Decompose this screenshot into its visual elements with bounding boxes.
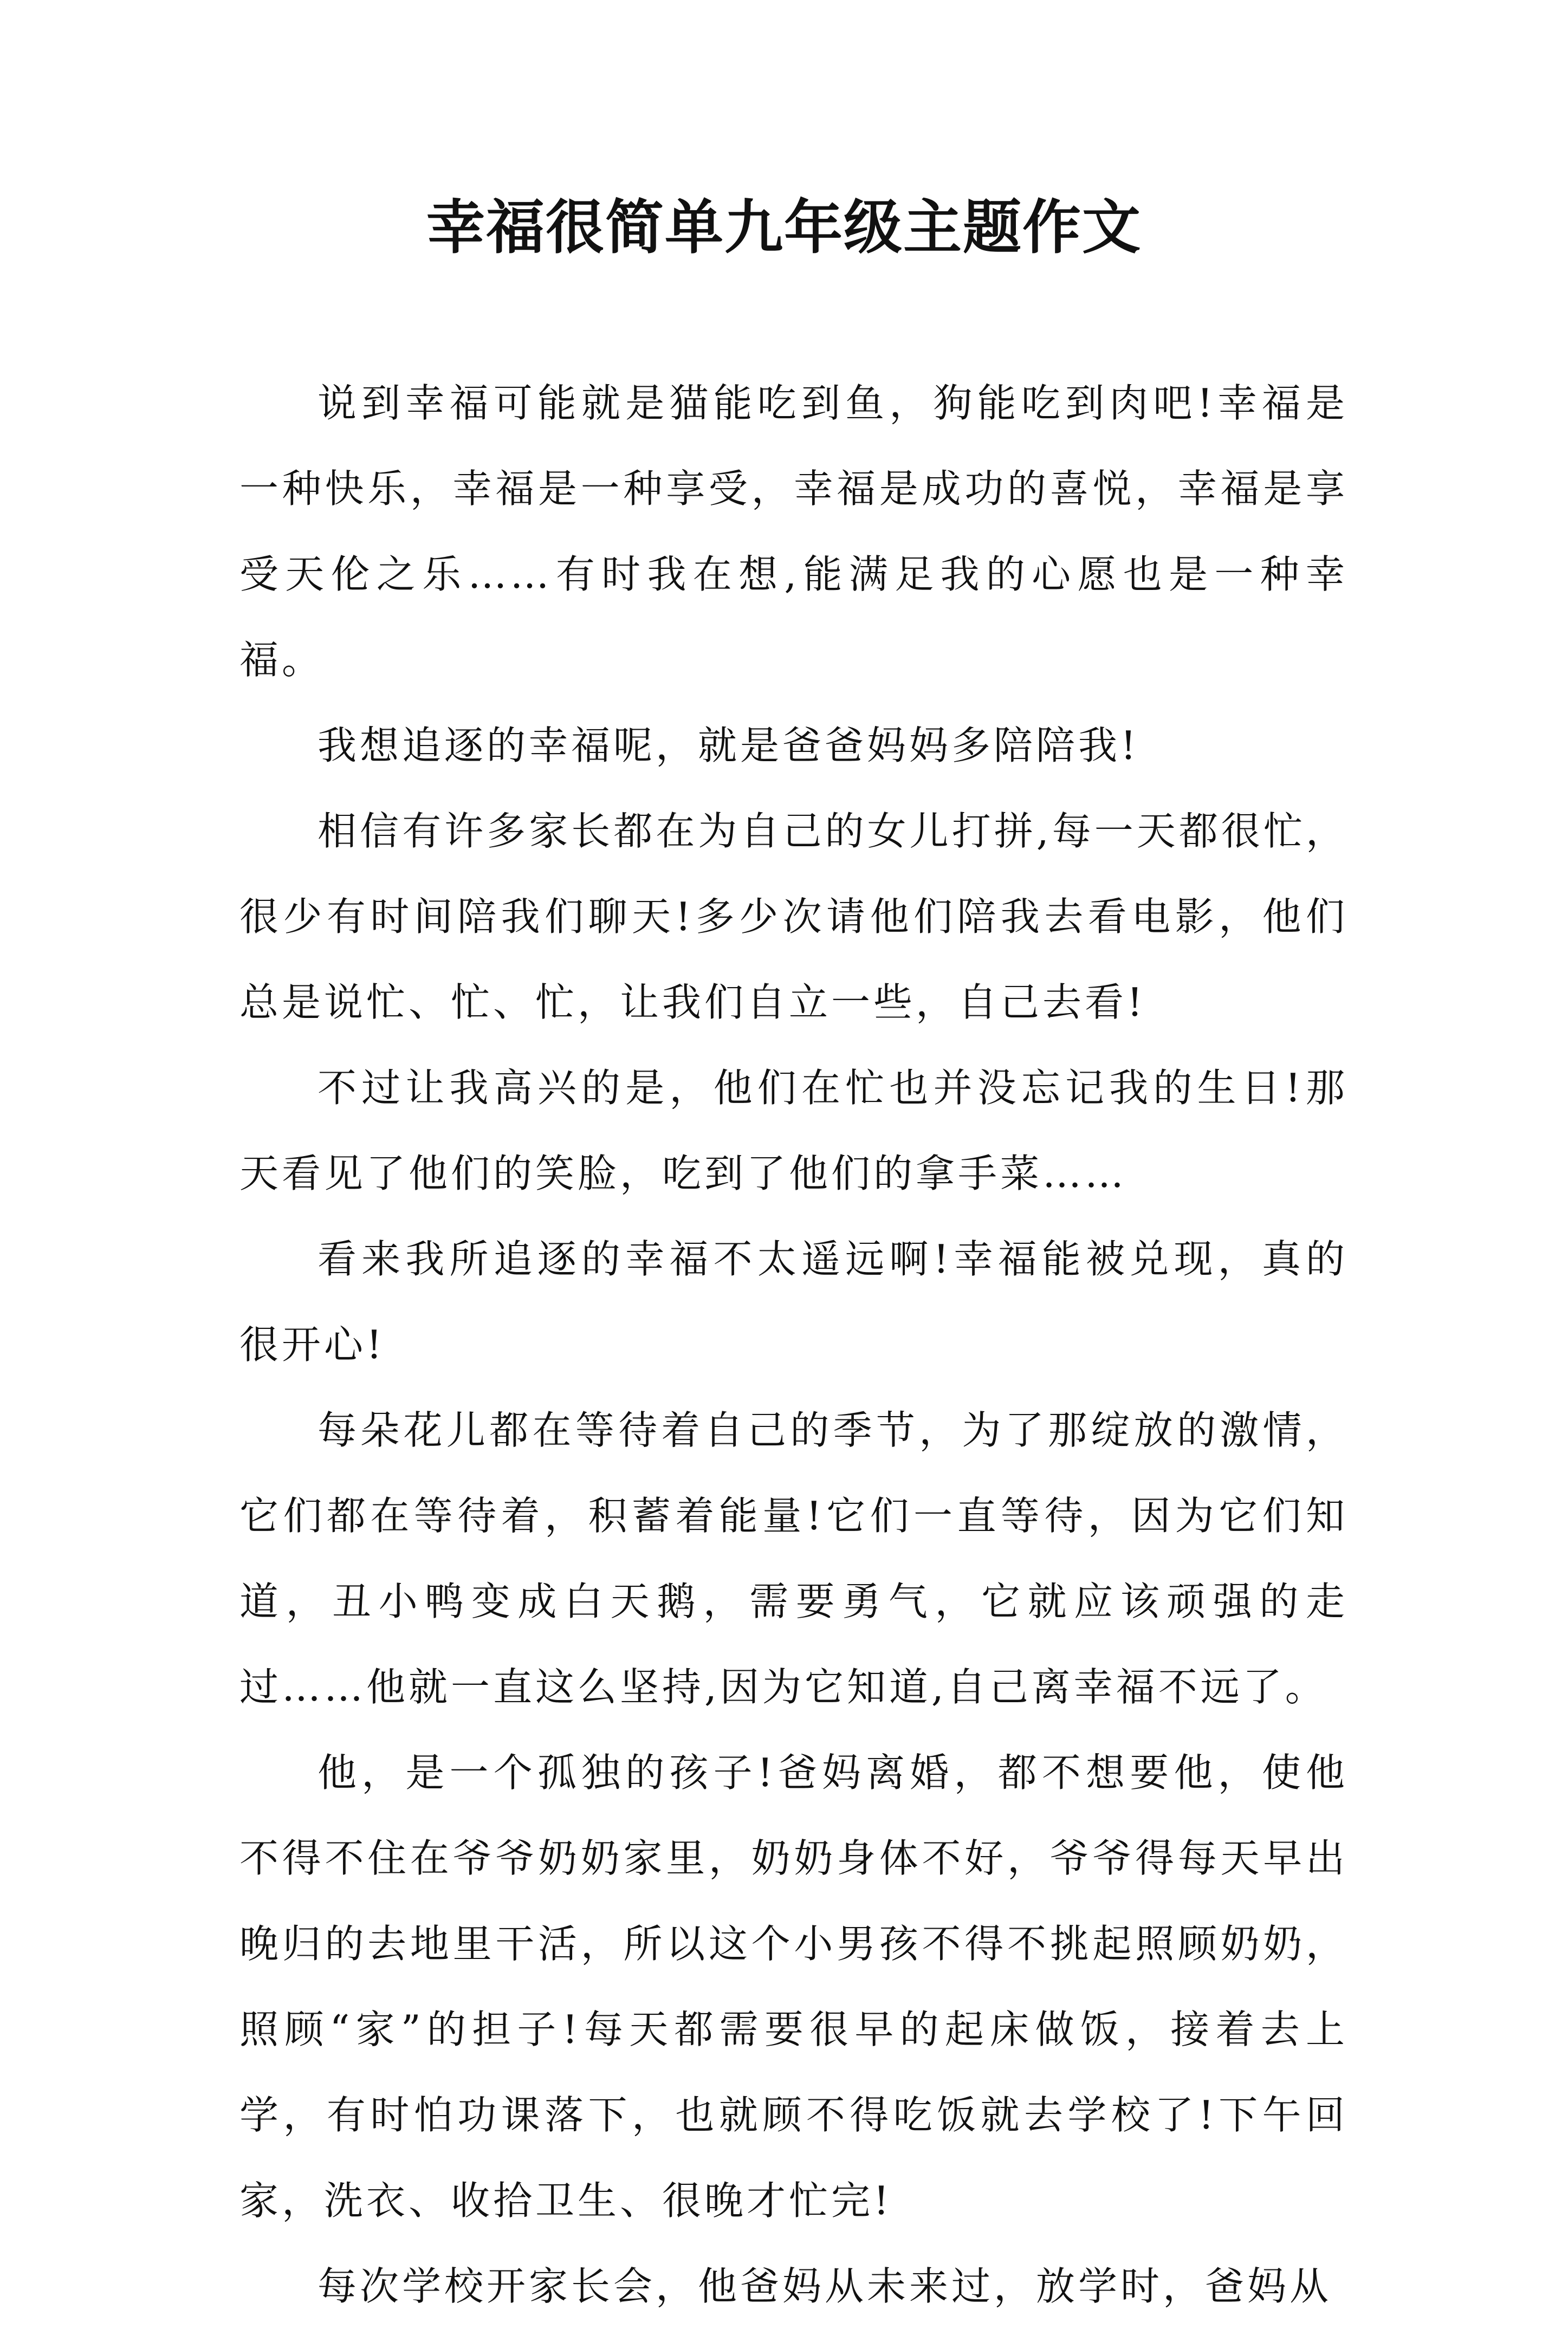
paragraph: 每朵花儿都在等待着自己的季节，为了那绽放的激情，它们都在等待着，积蓄着能量!它们一直等待，因为它们知道，丑小鸭变成白天鹅，需要勇气，它就应该顽强的走过……他就一直这么坚持,因为它知道,自己离幸福不远了。 [239, 1407, 1348, 1710]
paragraph: 相信有许多家长都在为自己的女儿打拼,每一天都很忙，很少有时间陪我们聊天!多少次请他们陪我去看电影，他们总是说忙、忙、忙，让我们自立一些，自己去看! [239, 808, 1348, 1025]
paragraph: 看来我所追逐的幸福不太遥远啊!幸福能被兑现，真的很开心! [239, 1236, 1348, 1367]
document-body [239, 360, 1348, 2329]
document-title: 幸福很简单九年级主题作文 [426, 193, 1142, 262]
paragraph: 说到幸福可能就是猫能吃到鱼，狗能吃到肉吧!幸福是一种快乐，幸福是一种享受，幸福是成功的喜悦，幸福是享受天伦之乐……有时我在想,能满足我的心愿也是一种幸福。 [239, 380, 1348, 683]
paragraph: 他，是一个孤独的孩子!爸妈离婚，都不想要他，使他不得不住在爷爷奶奶家里，奶奶身体不好，爷爷得每天早出晚归的去地里干活，所以这个小男孩不得不挑起照顾奶奶，照顾“家”的担子!每天都需要很早的起床做饭，接着去上学，有时怕功课落下，也就顾不得吃饭就去学校了!下午回家，洗衣、收拾卫生、很晚才忙完! [239, 1750, 1348, 2223]
paragraph: 我想追逐的幸福呢，就是爸爸妈妈多陪陪我! [318, 723, 1139, 768]
paragraph: 每次学校开家长会，他爸妈从未来过，放学时，爸妈从 [318, 2263, 1332, 2309]
paragraph: 不过让我高兴的是，他们在忙也并没忘记我的生日!那天看见了他们的笑脸，吃到了他们的拿手菜…… [239, 1065, 1348, 1196]
